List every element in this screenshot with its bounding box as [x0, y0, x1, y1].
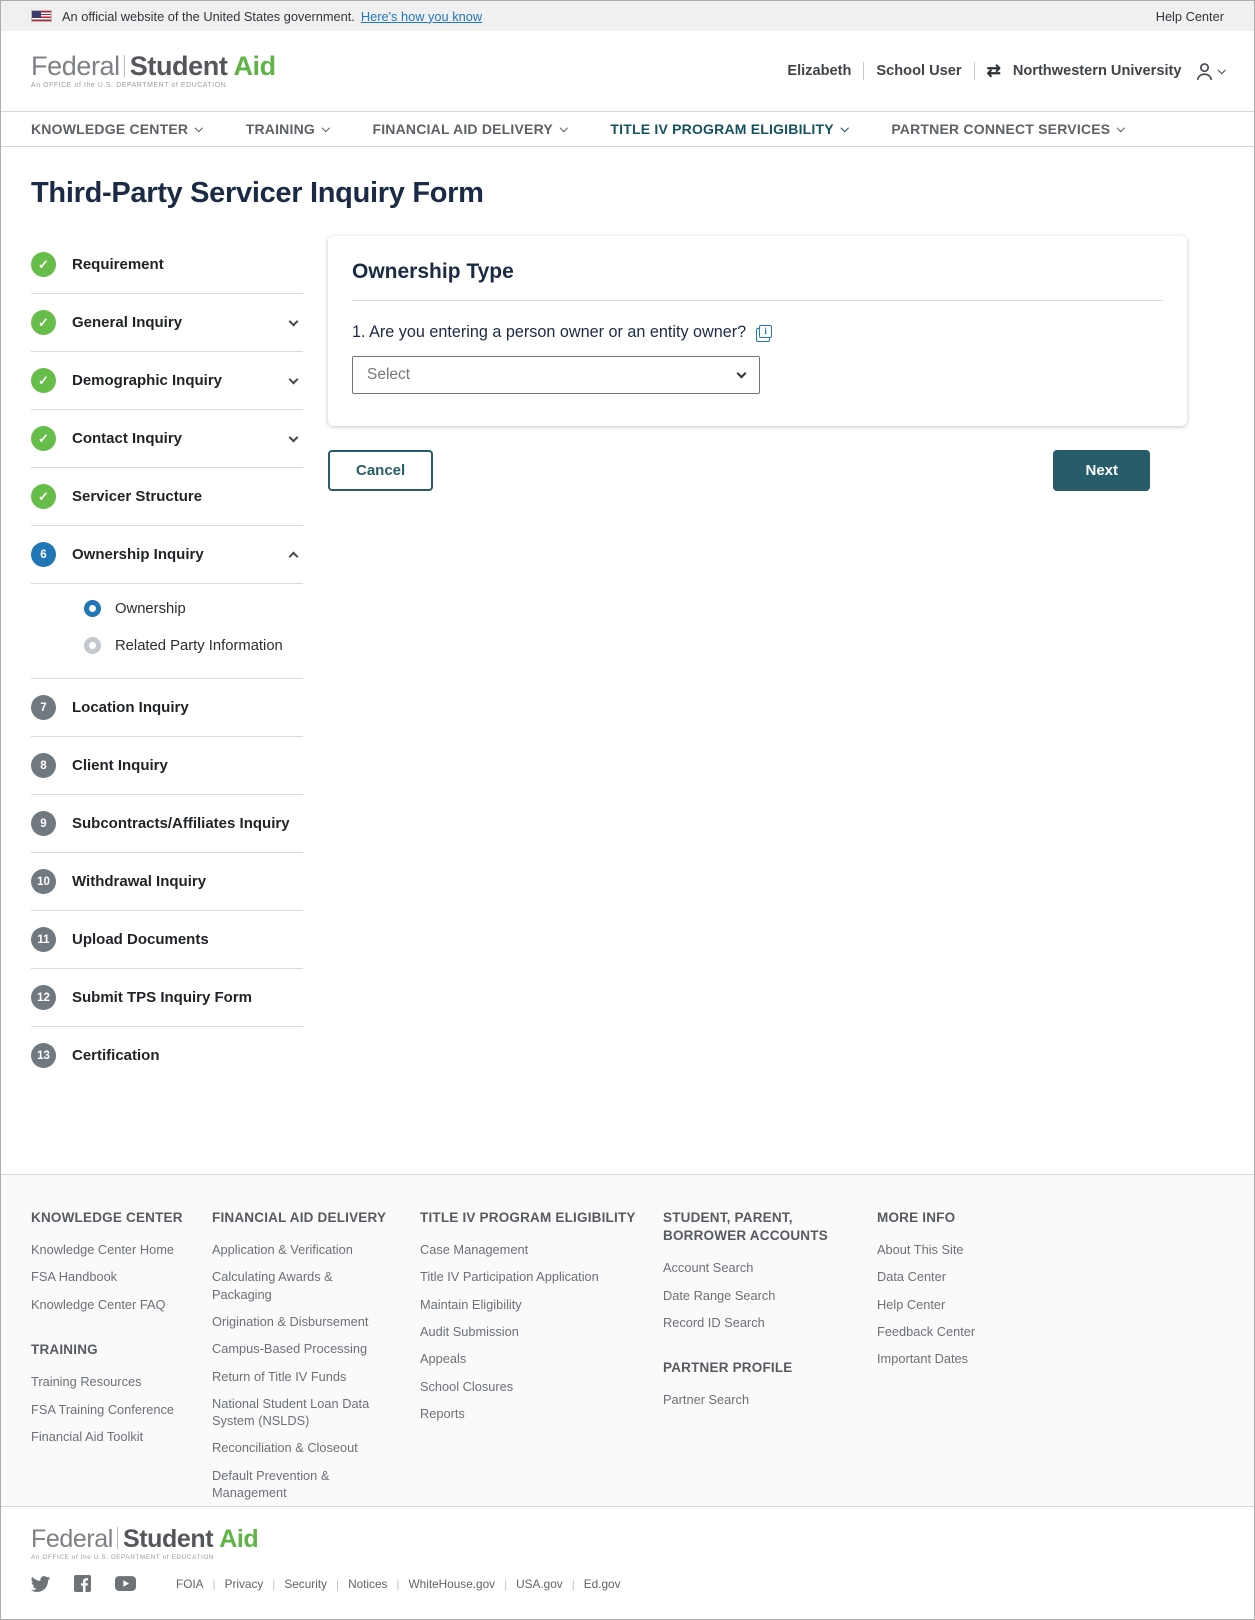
footer-heading: KNOWLEDGE CENTER: [31, 1210, 183, 1225]
youtube-icon[interactable]: [115, 1576, 136, 1591]
select-value: Select: [367, 366, 411, 383]
footer-link[interactable]: Important Dates: [877, 1351, 969, 1367]
heres-how-link[interactable]: Here's how you know: [360, 8, 483, 24]
chevron-down-icon: [289, 432, 299, 442]
footer-link[interactable]: Campus-Based Processing: [212, 1341, 368, 1357]
logo-tagline: An OFFICE of the U.S. DEPARTMENT of EDUCATION: [31, 81, 227, 89]
logo-divider: [124, 55, 125, 77]
radio-selected-icon: [84, 600, 101, 617]
form-stepper: [31, 236, 303, 1084]
footer-link[interactable]: About This Site: [877, 1242, 964, 1258]
step-location-inquiry[interactable]: 7 Location Inquiry: [31, 679, 303, 737]
footer-link[interactable]: Date Range Search: [663, 1287, 776, 1303]
footer-link[interactable]: Knowledge Center FAQ: [31, 1296, 166, 1312]
chevron-down-icon: [289, 374, 299, 384]
header-user-area: [787, 61, 1224, 82]
step-subcontracts-affiliates-inquiry[interactable]: 9 Subcontracts/Affiliates Inquiry: [31, 795, 303, 853]
gov-banner-text: An official website of the United States government.: [62, 8, 355, 24]
footer-heading: MORE INFO: [877, 1210, 956, 1225]
footer-link[interactable]: Return of Title IV Funds: [212, 1368, 347, 1384]
step-number-badge: 9: [31, 811, 56, 836]
social-icons: [31, 1575, 136, 1592]
step-ownership-inquiry[interactable]: 6 Ownership Inquiry: [31, 526, 303, 584]
step-number-badge: 12: [31, 985, 56, 1010]
footer-link[interactable]: Feedback Center: [877, 1324, 976, 1340]
cancel-button[interactable]: Cancel: [328, 450, 433, 491]
footer-column-title-iv: [420, 1209, 663, 1506]
footer-link[interactable]: Default Prevention & Management: [212, 1467, 330, 1500]
footer-link[interactable]: Data Center: [877, 1269, 946, 1285]
step-number-badge: 11: [31, 927, 56, 952]
footer-link[interactable]: Reconciliation & Closeout: [212, 1440, 358, 1456]
nav-knowledge-center[interactable]: KNOWLEDGE CENTER: [31, 121, 202, 137]
page-title: Third-Party Servicer Inquiry Form: [31, 177, 484, 209]
fsa-logo-footer[interactable]: Federal Student Aid An OFFICE of the U.S. DEPARTMENT of EDUCATION: [31, 1525, 259, 1561]
info-icon[interactable]: i: [756, 325, 772, 341]
separator: [863, 62, 864, 80]
step-complete-icon: [31, 368, 56, 393]
footer-link[interactable]: Appeals: [420, 1351, 467, 1367]
nav-financial-aid-delivery[interactable]: FINANCIAL AID DELIVERY: [372, 121, 566, 137]
footer-link[interactable]: FSA Handbook: [31, 1269, 118, 1285]
help-center-link[interactable]: Help Center: [1155, 8, 1224, 24]
legal-link-notices[interactable]: | Notices: [327, 1577, 387, 1591]
step-client-inquiry[interactable]: 8 Client Inquiry: [31, 737, 303, 795]
facebook-icon[interactable]: [74, 1575, 91, 1592]
footer-heading: TITLE IV PROGRAM ELIGIBILITY: [420, 1210, 636, 1225]
step-complete-icon: [31, 484, 56, 509]
radio-unselected-icon: [84, 637, 101, 654]
twitter-icon[interactable]: [31, 1576, 50, 1592]
organization-name: Northwestern University: [1012, 63, 1182, 79]
legal-link-security[interactable]: | Security: [263, 1577, 327, 1591]
chevron-up-icon: [289, 552, 299, 562]
step-complete-icon: [31, 252, 56, 277]
footer-heading: TRAINING: [31, 1342, 98, 1358]
footer-link[interactable]: Application & Verification: [212, 1242, 353, 1258]
main-content: [1, 147, 1254, 1174]
switch-organization-icon[interactable]: ⇄: [986, 61, 1001, 80]
step-contact-inquiry[interactable]: ✓ Contact Inquiry: [31, 410, 303, 468]
footer-link[interactable]: Case Management: [420, 1242, 529, 1258]
footer-column-more-info: [877, 1209, 1057, 1506]
user-role: School User: [876, 63, 962, 79]
footer-link[interactable]: Partner Search: [663, 1392, 750, 1408]
primary-nav: [1, 111, 1254, 147]
legal-link-foia[interactable]: FOIA: [176, 1576, 204, 1591]
footer-link[interactable]: School Closures: [420, 1378, 514, 1394]
bottom-bar: [1, 1506, 1254, 1620]
user-name: Elizabeth: [787, 63, 852, 79]
header: [1, 31, 1254, 111]
step-complete-icon: [31, 310, 56, 335]
step-number-badge: 10: [31, 869, 56, 894]
form-panel: [328, 236, 1187, 491]
substep-related-party-information[interactable]: Related Party Information: [84, 627, 303, 664]
ownership-substeps: [31, 584, 303, 679]
footer-column-accounts: [663, 1209, 877, 1506]
next-button[interactable]: Next: [1053, 450, 1150, 491]
logo-aid: Aid: [233, 50, 276, 81]
step-number-badge: 6: [31, 542, 56, 567]
substep-ownership[interactable]: Ownership: [84, 590, 303, 627]
footer-link[interactable]: Calculating Awards & Packaging: [212, 1269, 333, 1302]
footer-link[interactable]: Maintain Eligibility: [420, 1296, 522, 1312]
step-general-inquiry[interactable]: ✓ General Inquiry: [31, 294, 303, 352]
chevron-down-icon: [560, 124, 568, 132]
footer-column-knowledge-center: [31, 1209, 212, 1506]
footer-link[interactable]: Origination & Disbursement: [212, 1314, 369, 1330]
footer-link[interactable]: Financial Aid Toolkit: [31, 1428, 144, 1444]
step-requirement[interactable]: ✓ Requirement: [31, 236, 303, 294]
step-complete-icon: [31, 426, 56, 451]
step-submit-tps-inquiry-form[interactable]: 12 Submit TPS Inquiry Form: [31, 969, 303, 1027]
us-flag-icon: [31, 10, 52, 22]
step-number-badge: 8: [31, 753, 56, 778]
footer-link[interactable]: Account Search: [663, 1260, 754, 1276]
footer-heading: STUDENT, PARENT, BORROWER ACCOUNTS: [663, 1210, 828, 1244]
divider: [352, 300, 1163, 301]
nav-title-iv-program-eligibility[interactable]: TITLE IV PROGRAM ELIGIBILITY: [610, 121, 847, 137]
nav-training[interactable]: TRAINING: [246, 121, 329, 137]
footer-heading: FINANCIAL AID DELIVERY: [212, 1210, 387, 1225]
logo-student: Student: [129, 50, 228, 81]
owner-type-select[interactable]: [352, 356, 760, 394]
question-label: 1. Are you entering a person owner or an entity owner? i: [352, 323, 1163, 342]
footer-link[interactable]: National Student Loan Data System (NSLDS): [212, 1395, 370, 1429]
legal-links: [176, 1577, 621, 1591]
gov-banner: [1, 1, 1254, 31]
footer-heading: PARTNER PROFILE: [663, 1360, 793, 1376]
step-upload-documents[interactable]: 11 Upload Documents: [31, 911, 303, 969]
fsa-logo[interactable]: [31, 50, 276, 90]
footer-link[interactable]: Knowledge Center Home: [31, 1242, 174, 1258]
chevron-down-icon: [1217, 66, 1225, 74]
separator: [974, 62, 975, 80]
footer-column-financial-aid-delivery: [212, 1209, 420, 1506]
chevron-down-icon: [1117, 124, 1125, 132]
chevron-down-icon: [322, 124, 330, 132]
footer: [1, 1174, 1254, 1506]
ownership-type-card: [328, 236, 1187, 426]
footer-link[interactable]: Title IV Participation Application: [420, 1269, 599, 1285]
step-number-badge: 13: [31, 1043, 56, 1068]
step-number-badge: 7: [31, 695, 56, 720]
footer-link[interactable]: Record ID Search: [663, 1314, 765, 1330]
chevron-down-icon: [841, 124, 849, 132]
step-withdrawal-inquiry[interactable]: 10 Withdrawal Inquiry: [31, 853, 303, 911]
footer-link[interactable]: FSA Training Conference: [31, 1401, 174, 1417]
person-icon: [1194, 61, 1215, 82]
form-actions: [328, 450, 1150, 491]
chevron-down-icon: [289, 316, 299, 326]
logo-federal: Federal: [31, 50, 120, 81]
legal-link-edgov[interactable]: | Ed.gov: [563, 1577, 621, 1591]
step-demographic-inquiry[interactable]: ✓ Demographic Inquiry: [31, 352, 303, 410]
step-certification[interactable]: 13 Certification: [31, 1027, 303, 1084]
account-menu[interactable]: [1194, 61, 1225, 82]
legal-link-privacy[interactable]: | Privacy: [204, 1577, 264, 1591]
footer-link[interactable]: Training Resources: [31, 1374, 142, 1390]
card-title: Ownership Type: [352, 260, 514, 283]
legal-link-whitehouse[interactable]: | WhiteHouse.gov: [387, 1577, 495, 1591]
chevron-down-icon: [195, 124, 203, 132]
footer-link[interactable]: Audit Submission: [420, 1324, 519, 1340]
footer-link[interactable]: Help Center: [877, 1296, 946, 1312]
nav-partner-connect-services[interactable]: PARTNER CONNECT SERVICES: [891, 121, 1123, 137]
logo-divider: [117, 1527, 118, 1549]
footer-link[interactable]: Reports: [420, 1405, 465, 1421]
legal-link-usagov[interactable]: | USA.gov: [495, 1577, 563, 1591]
chevron-down-icon: [737, 369, 747, 379]
step-servicer-structure[interactable]: ✓ Servicer Structure: [31, 468, 303, 526]
